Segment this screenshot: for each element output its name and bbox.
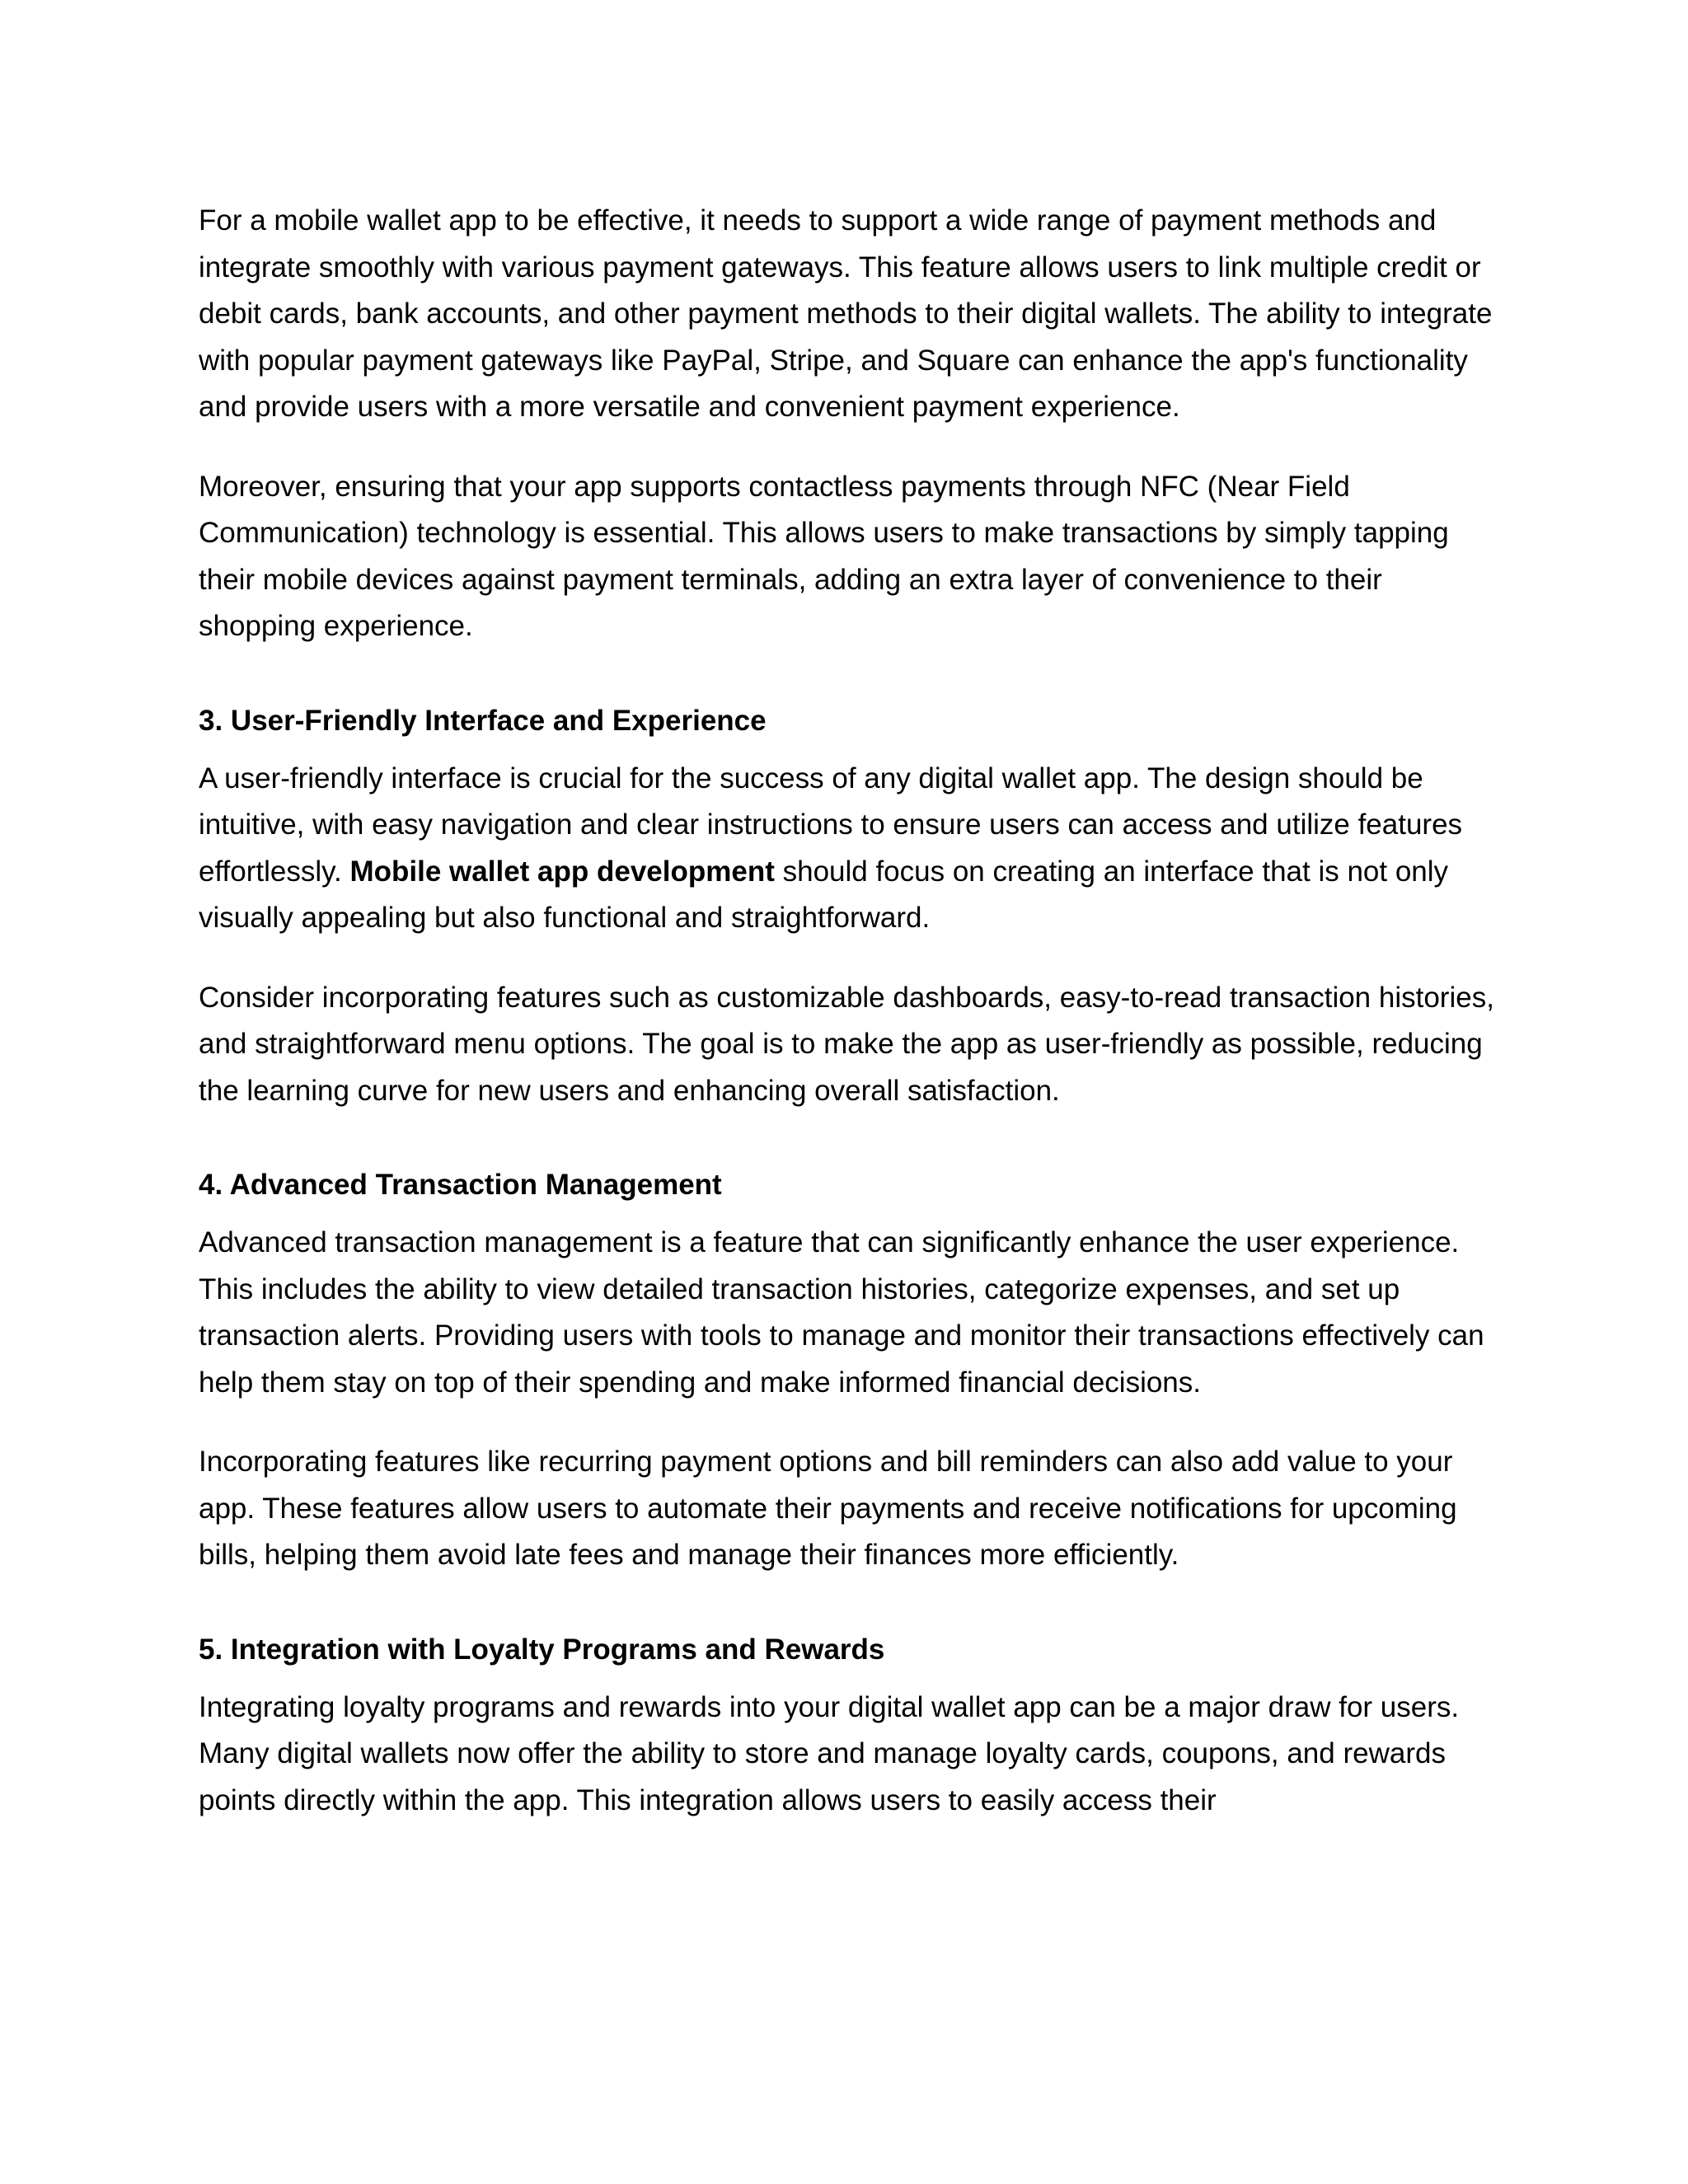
paragraph-user-friendly-interface: [199, 756, 1501, 942]
paragraph-loyalty-programs: Integrating loyalty programs and rewards into your digital wallet app can be a major draw for users. Many digital wallets now offer the ability to store and manage loyalty cards, coupons, and rewards points directly within the app. This integration allows users to easily access their: [199, 1690, 1460, 1816]
paragraph-recurring-payments: Incorporating features like recurring payment options and bill reminders can also add value to your app. These features allow users to automate their payments and receive notifications for upcoming bills, helping them avoid late fees and manage their finances more efficiently.: [199, 1446, 1457, 1571]
paragraph-transaction-management: Advanced transaction management is a feature that can significantly enhance the user experience. This includes the ability to view detailed transaction histories, categorize expenses, and set up transaction alerts. Providing users with tools to manage and monitor their transactions effectively can help them stay on top of their spending and make informed financial decisions.: [199, 1226, 1484, 1399]
section-heading-loyalty-programs: 5. Integration with Loyalty Programs and Rewards: [199, 1633, 885, 1666]
section-heading-user-friendly-interface: 3. User-Friendly Interface and Experience: [199, 704, 767, 737]
document-body: [199, 198, 1501, 1824]
text-segment: should focus on creating an interface that is not only visually appealing but also functional and straightforward.: [199, 855, 1449, 934]
bold-keyword: Mobile wallet app development: [349, 855, 775, 888]
section-heading-transaction-management: 4. Advanced Transaction Management: [199, 1169, 722, 1201]
paragraph-dashboard-features: Consider incorporating features such as customizable dashboards, easy-to-read transaction histories, and straightforward menu options. The goal is to make the app as user-friendly as possible, reducing the learning curve for new users and enhancing overall satisfaction.: [199, 981, 1494, 1107]
paragraph-payment-methods: For a mobile wallet app to be effective, it needs to support a wide range of payment methods and integrate smoothly with various payment gateways. This feature allows users to link multiple credit or debit cards, bank accounts, and other payment methods to their digital wallets. The ability to integrate with popular payment gateways like PayPal, Stripe, and Square can enhance the app's functionality and provide users with a more versatile and convenient payment experience.: [199, 204, 1493, 423]
paragraph-contactless-payments: Moreover, ensuring that your app supports contactless payments through NFC (Near Field Communication) technology is essential. This allows users to make transactions by simply tapping their mobile devices against payment terminals, adding an extra layer of convenience to their shopping experience.: [199, 470, 1449, 642]
text-segment: A user-friendly interface is crucial for the success of any digital wallet app. The design should be intuitive, with easy navigation and clear instructions to ensure users can access and utilize features effortlessly.: [199, 762, 1463, 888]
